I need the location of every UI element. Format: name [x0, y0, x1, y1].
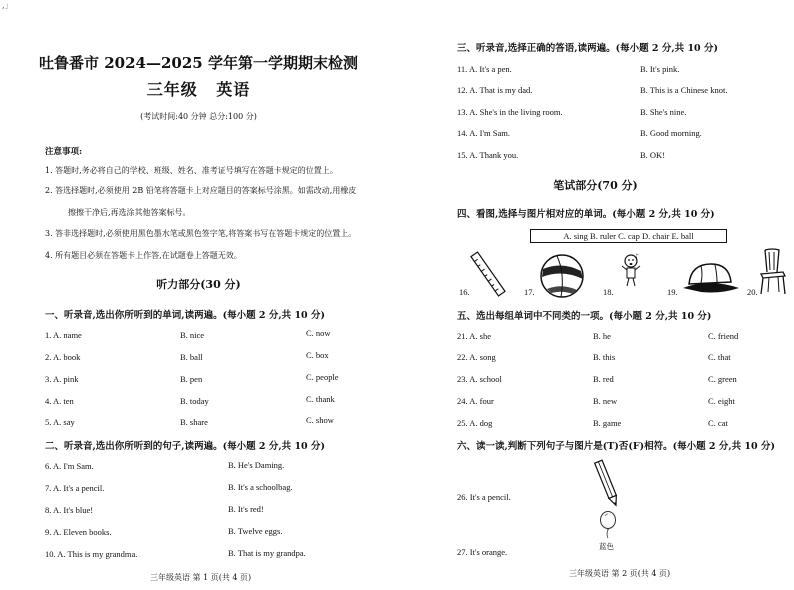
- notice-item: 2. 答选择题时,必须使用 2B 铅笔将答题卡上对应题目的答案标号涂黑。如需改动,用橡皮: [45, 186, 357, 195]
- q13-a: 13. A. She's in the living room.: [457, 107, 563, 117]
- q21-b: B. he: [593, 331, 611, 341]
- q5-c: C. show: [306, 415, 334, 425]
- q13-b: B. She's nine.: [640, 107, 687, 117]
- section-3-title: 三、听录音,选择正确的答语,读两遍。(每小题 2 分,共 10 分): [457, 43, 718, 54]
- q2-b: B. ball: [180, 352, 203, 362]
- chair-icon: [759, 248, 787, 296]
- q12-b: B. This is a Chinese knot.: [640, 85, 728, 95]
- pencil-icon: [595, 458, 619, 508]
- svg-text:♪: ♪: [635, 253, 639, 260]
- corner-mark: ,」: [2, 1, 13, 10]
- exam-info: (考试时间:40 分钟 总分:100 分): [140, 112, 257, 121]
- q3-a: 3. A. pink: [45, 374, 79, 384]
- word-bank: A. sing B. ruler C. cap D. chair E. ball: [530, 229, 727, 243]
- q24-c: C. eight: [708, 396, 735, 406]
- q7-a: 7. A. It's a pencil.: [45, 483, 105, 493]
- q22-b: B. this: [593, 352, 616, 362]
- balloon-caption: 蓝色: [599, 542, 614, 551]
- subject-label: 英语: [216, 80, 251, 99]
- singing-child-icon: [619, 254, 643, 294]
- picture-label-16: 16.: [459, 287, 470, 297]
- balloon-icon: [599, 511, 617, 539]
- q24-a: 24. A. four: [457, 396, 494, 406]
- notice-item: 1. 答题时,务必将自己的学校、班级、姓名、准考证号填写在答题卡规定的位置上。: [45, 166, 338, 175]
- q9-b: B. Twelve eggs.: [228, 526, 283, 536]
- q25-a: 25. A. dog: [457, 418, 493, 428]
- q26: 26. It's a pencil.: [457, 492, 511, 502]
- q22-c: C. that: [708, 352, 731, 362]
- q2-c: C. box: [306, 350, 329, 360]
- q5-b: B. share: [180, 417, 208, 427]
- q27: 27. It's orange.: [457, 547, 508, 557]
- q22-a: 22. A. song: [457, 352, 496, 362]
- q24-b: B. new: [593, 396, 618, 406]
- notice-item: 3. 答非选择题时,必须使用黑色墨水笔或黑色签字笔,将答案书写在答题卡规定的位置上。: [45, 229, 357, 238]
- q21-a: 21. A. she: [457, 331, 491, 341]
- q4-c: C. thank: [306, 394, 335, 404]
- q23-b: B. red: [593, 374, 614, 384]
- q1-b: B. nice: [180, 330, 205, 340]
- page-footer: 三年级英语 第 2 页(共 4 页): [569, 569, 671, 578]
- q25-c: C. cat: [708, 418, 728, 428]
- section-5-title: 五、选出每组单词中不同类的一项。(每小题 2 分,共 10 分): [457, 311, 712, 322]
- q7-b: B. It's a schoolbag.: [228, 482, 293, 492]
- section-1-title: 一、听录音,选出你所听到的单词,读两遍。(每小题 2 分,共 10 分): [45, 310, 325, 321]
- ruler-icon: [473, 250, 503, 298]
- q15-a: 15. A. Thank you.: [457, 150, 519, 160]
- q1-a: 1. A. name: [45, 330, 82, 340]
- ball-icon: [539, 253, 585, 299]
- q10-a: 10. A. This is my grandma.: [45, 549, 138, 559]
- q6-a: 6. A. I'm Sam.: [45, 461, 94, 471]
- notice-item: 4. 所有题目必须在答题卡上作答,在试题卷上答题无效。: [45, 251, 242, 260]
- picture-label-20: 20.: [747, 287, 758, 297]
- q2-a: 2. A. book: [45, 352, 81, 362]
- page-footer: 三年级英语 第 1 页(共 4 页): [150, 573, 252, 582]
- q23-a: 23. A. school: [457, 374, 502, 384]
- q11-b: B. It's pink.: [640, 64, 680, 74]
- q21-c: C. friend: [708, 331, 739, 341]
- q9-a: 9. A. Eleven books.: [45, 527, 112, 537]
- q14-a: 14. A. I'm Sam.: [457, 128, 511, 138]
- written-part-heading: 笔试部分(70 分): [553, 179, 638, 192]
- section-6-title: 六、读一读,判断下列句子与图片是(T)否(F)相符。(每小题 2 分,共 10 分): [457, 441, 775, 452]
- q10-b: B. That is my grandpa.: [228, 548, 306, 558]
- q11-a: 11. A. It's a pen.: [457, 64, 512, 74]
- q8-a: 8. A. It's blue!: [45, 505, 94, 515]
- q3-c: C. people: [306, 372, 339, 382]
- q8-b: B. It's red!: [228, 504, 264, 514]
- cap-icon: [681, 260, 741, 296]
- notice-title: 注意事项:: [45, 147, 83, 157]
- q5-a: 5. A. say: [45, 417, 75, 427]
- q6-b: B. He's Daming.: [228, 460, 285, 470]
- q15-b: B. OK!: [640, 150, 666, 160]
- picture-label-18: 18.: [603, 287, 614, 297]
- q4-a: 4. A. ten: [45, 396, 74, 406]
- exam-title: 吐鲁番市 2024—2025 学年第一学期期末检测: [39, 54, 358, 72]
- q12-a: 12. A. That is my dad.: [457, 85, 533, 95]
- listening-part-heading: 听力部分(30 分): [156, 278, 241, 291]
- notice-item: 擦擦干净后,再选涂其他答案标号。: [68, 208, 191, 217]
- section-2-title: 二、听录音,选出你所听到的句子,读两遍。(每小题 2 分,共 10 分): [45, 441, 325, 452]
- picture-label-17: 17.: [524, 287, 535, 297]
- q23-c: C. green: [708, 374, 737, 384]
- q25-b: B. game: [593, 418, 622, 428]
- section-4-title: 四、看图,选择与图片相对应的单词。(每小题 2 分,共 10 分): [457, 209, 715, 220]
- picture-label-19: 19.: [667, 287, 678, 297]
- grade-label: 三年级: [146, 80, 198, 99]
- exam-subtitle: [0, 77, 397, 100]
- q3-b: B. pen: [180, 374, 203, 384]
- q14-b: B. Good morning.: [640, 128, 702, 138]
- q1-c: C. now: [306, 328, 331, 338]
- q4-b: B. today: [180, 396, 209, 406]
- exam-page-2: [397, 0, 794, 590]
